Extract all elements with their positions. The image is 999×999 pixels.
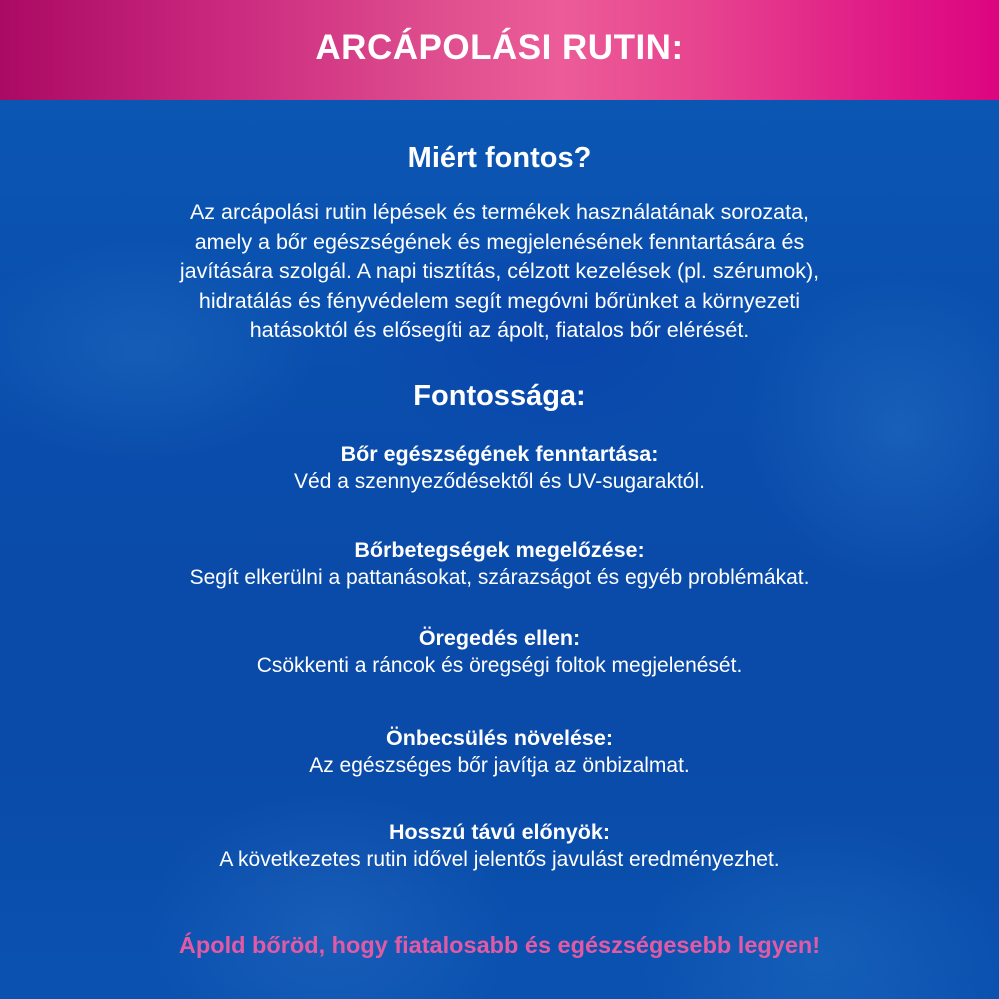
item-description: Csökkenti a ráncok és öregségi foltok megjelenését.	[256, 654, 743, 677]
why-line: hidratálás és fényvédelem segít megóvni bőrünket a környezeti	[198, 288, 801, 313]
item-description: Az egészséges bőr javítja az önbizalmat.	[309, 754, 690, 777]
item-title: Bőrbetegségek megelőzése:	[354, 538, 645, 562]
item-title: Bőr egészségének fenntartása:	[340, 442, 659, 466]
item-description: Véd a szennyeződésektől és UV-sugaraktól.	[294, 470, 705, 493]
item-title: Hosszú távú előnyök:	[388, 820, 610, 844]
importance-item	[0, 724, 999, 780]
content-area	[0, 100, 999, 999]
item-description: Segít elkerülni a pattanásokat, szárazságot és egyéb problémákat.	[189, 566, 810, 589]
why-line: amely a bőr egészségének és megjelenésének fenntartására és	[194, 229, 805, 254]
importance-heading: Fontossága:	[413, 380, 586, 412]
title-banner	[0, 0, 999, 100]
page-title: ARCÁPOLÁSI RUTIN:	[315, 28, 684, 67]
why-heading: Miért fontos?	[407, 142, 592, 174]
why-line: Az arcápolási rutin lépések és termékek használatának sorozata,	[189, 200, 810, 224]
importance-item	[0, 818, 999, 874]
why-line: javítására szolgál. A napi tisztítás, célzott kezelések (pl. szérumok),	[179, 259, 820, 283]
item-description: A következetes rutin idővel jelentős javulást eredményezhet.	[219, 848, 780, 871]
importance-item	[0, 440, 999, 496]
item-title: Önbecsülés növelése:	[385, 726, 614, 750]
closing-slogan: Ápold bőröd, hogy fiatalosabb és egészségesebb legyen!	[178, 932, 821, 958]
importance-item	[0, 624, 999, 680]
why-paragraph	[0, 198, 999, 346]
item-title: Öregedés ellen:	[418, 626, 581, 650]
importance-item	[0, 536, 999, 592]
why-line: hatásoktól és elősegíti az ápolt, fiatalos bőr elérését.	[249, 318, 750, 342]
